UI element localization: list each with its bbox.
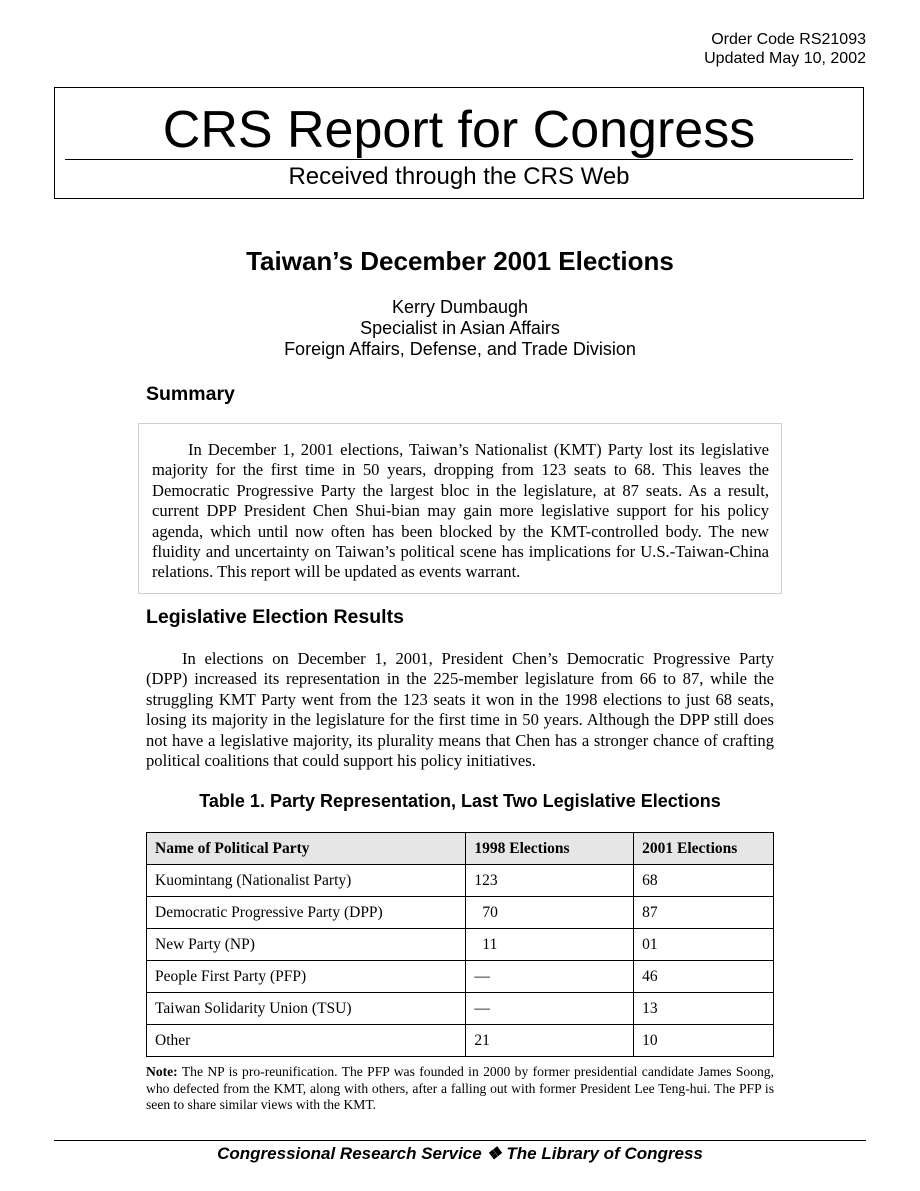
report-banner [54,87,864,199]
seats-2001-cell: 01 [634,929,774,961]
table-row [147,993,774,1025]
seats-2001-cell: 10 [634,1025,774,1057]
seats-1998-cell: 123 [466,865,634,897]
legislative-results-body [146,649,774,771]
table-note-label: Note: [146,1064,178,1079]
party-name-cell: People First Party (PFP) [147,961,466,993]
summary-text: In December 1, 2001 elections, Taiwan’s Nationalist (KMT) Party lost its legislative majority for the first time in 50 years, dropping from 123 seats to 68. This leaves the Democratic Progressive Party the largest bloc in the legislature, at 87 seats. As a result, current DPP President Chen Shui-bian may gain more legislative support for his policy agenda, which until now often has been blocked by the KMT-controlled body. The new fluidity and uncertainty on Taiwan’s political scene has implications for U.S.-Taiwan-China relations. This report will be updated as events warrant. [152,440,769,582]
banner-subtitle: Received through the CRS Web [288,163,630,190]
party-representation-table [146,832,774,1057]
author-title: Specialist in Asian Affairs [360,318,560,338]
banner-title: CRS Report for Congress [162,101,756,159]
seats-1998-cell: 11 [466,929,634,961]
table-note [146,1064,774,1114]
table-row [147,865,774,897]
party-name-cell: Taiwan Solidarity Union (TSU) [147,993,466,1025]
party-name-cell: Other [147,1025,466,1057]
banner-divider [65,159,853,160]
footer-divider [54,1140,866,1141]
column-header-2001: 2001 Elections [634,833,774,865]
author-block [0,297,920,360]
seats-1998-cell: 21 [466,1025,634,1057]
footer-text: Congressional Research Service ❖ The Library of Congress [217,1144,703,1163]
table-row [147,929,774,961]
updated-date: Updated May 10, 2002 [704,50,866,67]
document-title: Taiwan’s December 2001 Elections [246,246,674,276]
summary-heading: Summary [146,383,235,405]
table-note-text: The NP is pro-reunification. The PFP was founded in 2000 by former presidential candidate James Soong, who defected from the KMT, along with others, after a falling out with former President Lee Teng-hui. The PFP is seen to share similar views with the KMT. [146,1064,775,1113]
table-title: Table 1. Party Representation, Last Two Legislative Elections [199,791,721,811]
seats-2001-cell: 13 [634,993,774,1025]
seats-1998-cell: — [466,993,634,1025]
seats-2001-cell: 68 [634,865,774,897]
table-row [147,961,774,993]
seats-1998-cell: 70 [466,897,634,929]
order-code: Order Code RS21093 [711,31,866,48]
table-row [147,897,774,929]
party-name-cell: Democratic Progressive Party (DPP) [147,897,466,929]
author-name: Kerry Dumbaugh [391,297,529,317]
table-row [147,1025,774,1057]
legislative-results-heading: Legislative Election Results [146,606,404,628]
author-division: Foreign Affairs, Defense, and Trade Division [284,339,636,359]
column-header-1998: 1998 Elections [466,833,634,865]
summary-box [138,423,782,594]
order-code-block [704,30,866,68]
seats-2001-cell: 46 [634,961,774,993]
seats-2001-cell: 87 [634,897,774,929]
table-header-row [147,833,774,865]
legislative-results-text: In elections on December 1, 2001, President Chen’s Democratic Progressive Party (DPP) increased its representation in the 225-member legislature from 66 to 87, while the struggling KMT Party went from the 123 seats it won in the 1998 elections to just 68 seats, losing its majority in the legislature for the first time in 50 years. Although the DPP still does not have a legislative majority, its plurality means that Chen has a stronger chance of crafting political coalitions that could support his policy initiatives. [146,649,774,771]
seats-1998-cell: — [466,961,634,993]
column-header-party: Name of Political Party [147,833,466,865]
party-name-cell: New Party (NP) [147,929,466,961]
party-name-cell: Kuomintang (Nationalist Party) [147,865,466,897]
